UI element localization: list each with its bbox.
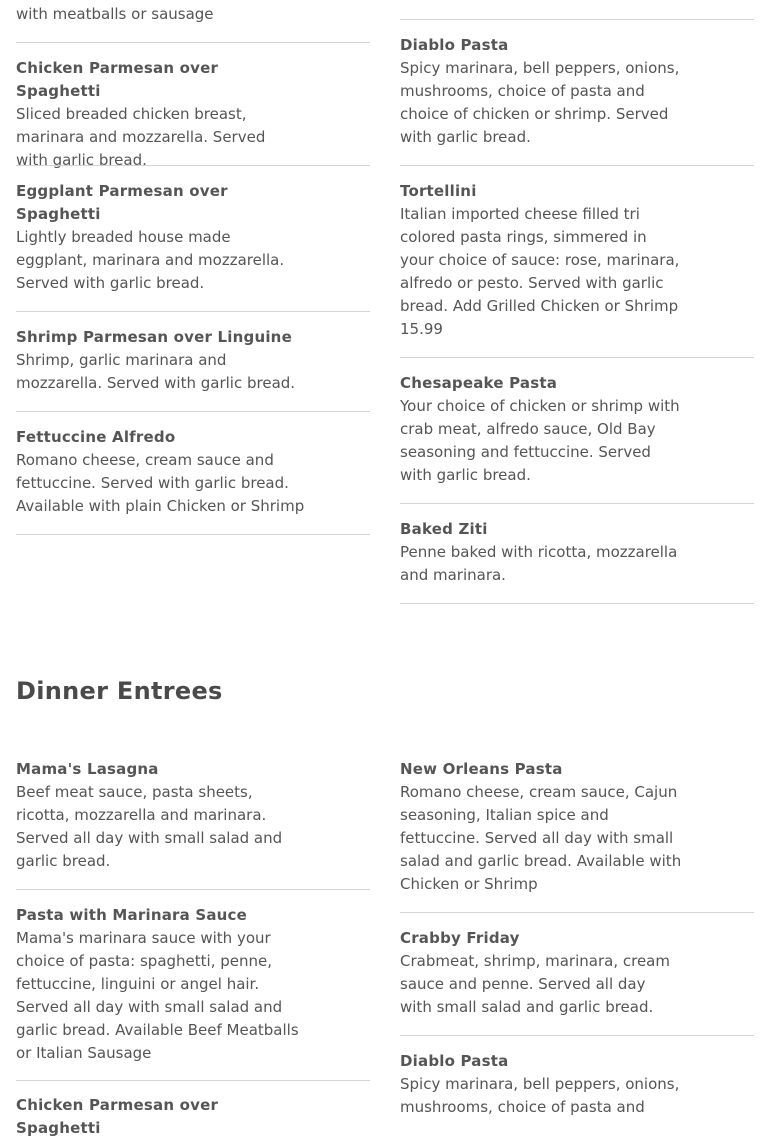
divider — [400, 165, 754, 166]
divider — [400, 603, 754, 604]
divider — [400, 357, 754, 358]
item-description: Penne baked with ricotta, mozzarella and marinara. — [400, 543, 678, 584]
divider — [16, 311, 370, 312]
item-description: Beef meat sauce, pasta sheets, ricotta, mozzarella and marinara. Served all day with small salad and garlic bread. — [16, 783, 283, 870]
menu-item[interactable] — [16, 57, 370, 172]
divider — [16, 411, 370, 412]
item-description: Shrimp, garlic marinara and mozzarella. Served with garlic bread. — [16, 351, 296, 392]
menu-item-partial — [16, 3, 370, 26]
item-description: Romano cheese, cream sauce and fettuccine. Served with garlic bread. Available with plain Chicken or Shrimp — [16, 451, 305, 515]
item-description: with meatballs or sausage — [16, 5, 214, 23]
item-title: New Orleans Pasta — [400, 760, 563, 778]
item-description: Lightly breaded house made eggplant, marinara and mozzarella. Served with garlic bread. — [16, 228, 285, 292]
item-title: Fettuccine Alfredo — [16, 428, 176, 446]
item-description: Spicy marinara, bell peppers, onions, mushrooms, choice of pasta and choice of chicken or shrimp. Served with garlic bread. — [400, 59, 680, 146]
divider — [400, 1035, 754, 1036]
item-title: Mama's Lasagna — [16, 760, 159, 778]
menu-item[interactable] — [16, 1094, 370, 1140]
item-title: Diablo Pasta — [400, 1052, 509, 1070]
menu-item[interactable] — [400, 758, 754, 896]
item-title: Chicken Parmesan over Spaghetti — [16, 1096, 219, 1137]
divider — [400, 19, 754, 20]
item-title: Pasta with Marinara Sauce — [16, 906, 248, 924]
menu-item[interactable] — [16, 758, 370, 873]
item-title: Chesapeake Pasta — [400, 374, 558, 392]
menu-item[interactable] — [16, 326, 370, 395]
item-description: Romano cheese, cream sauce, Cajun seasoning, Italian spice and fettuccine. Served all day with small salad and garlic bread. Available with Chicken or Shrimp — [400, 783, 682, 893]
menu-item[interactable] — [16, 904, 370, 1065]
menu-item[interactable] — [400, 927, 754, 1019]
menu-item[interactable] — [400, 1050, 754, 1119]
item-title: Crabby Friday — [400, 929, 520, 947]
item-description: Crabmeat, shrimp, marinara, cream sauce and penne. Served all day with small salad and garlic bread. — [400, 952, 670, 1016]
divider — [16, 1080, 370, 1081]
item-title: Shrimp Parmesan over Linguine — [16, 328, 292, 346]
item-title: Tortellini — [400, 182, 477, 200]
item-title: Eggplant Parmesan over Spaghetti — [16, 182, 228, 223]
menu-item[interactable] — [16, 180, 370, 295]
item-title: Baked Ziti — [400, 520, 488, 538]
item-description: Spicy marinara, bell peppers, onions, mushrooms, choice of pasta and — [400, 1075, 680, 1116]
menu-item[interactable] — [400, 34, 754, 149]
section-title: Dinner Entrees — [16, 677, 223, 705]
menu-item[interactable] — [400, 372, 754, 487]
menu-item[interactable] — [400, 180, 754, 341]
menu-item[interactable] — [16, 426, 370, 518]
item-description: Mama's marinara sauce with your choice of pasta: spaghetti, penne, fettuccine, linguini or angel hair. Served all day with small salad and garlic bread. Available Beef Meatballs or Italian Sausage — [16, 929, 299, 1062]
divider — [16, 534, 370, 535]
item-description: Your choice of chicken or shrimp with crab meat, alfredo sauce, Old Bay seasoning and fettuccine. Served with garlic bread. — [400, 397, 680, 484]
divider — [16, 889, 370, 890]
divider — [16, 165, 370, 166]
divider — [16, 42, 370, 43]
divider — [400, 503, 754, 504]
divider — [400, 912, 754, 913]
item-description: Italian imported cheese filled tri colored pasta rings, simmered in your choice of sauce: rose, marinara, alfredo or pesto. Served with garlic bread. Add Grilled Chicken or Shrimp 15.99 — [400, 205, 680, 338]
item-description: Sliced breaded chicken breast, marinara and mozzarella. Served with garlic bread. — [16, 105, 266, 169]
item-title: Chicken Parmesan over Spaghetti — [16, 59, 219, 100]
menu-item[interactable] — [400, 518, 754, 587]
item-title: Diablo Pasta — [400, 36, 509, 54]
